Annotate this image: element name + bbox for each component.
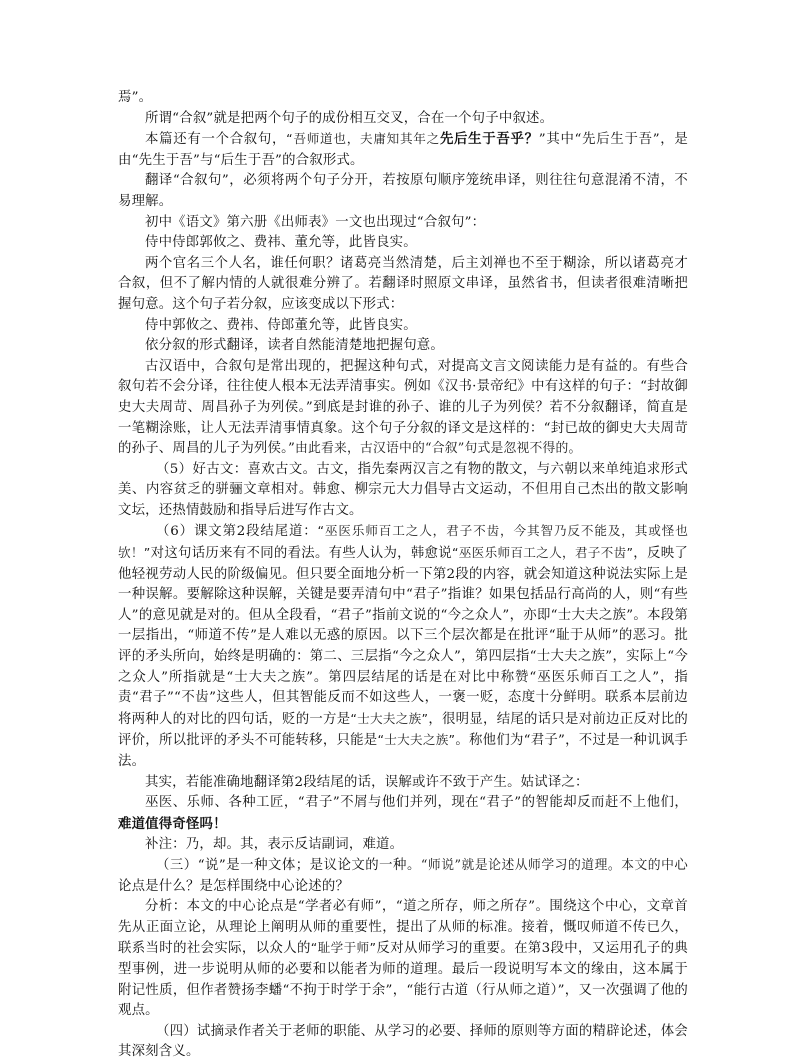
document-body xyxy=(118,88,688,1063)
text-run: 对这句话历来有不同的看法。有些人认为，韩愈说 xyxy=(150,546,452,562)
paragraph: 初中《语文》第六册《出师表》一文也出现过“合叙句”： xyxy=(145,214,486,230)
paragraph: 焉”。 xyxy=(118,90,153,105)
quote-text: “士大夫之族” xyxy=(377,732,456,748)
text-run: “师说”就是论述从师学习的道理。本文的中 xyxy=(420,857,675,873)
paragraph: 依分叙的形式翻译，读者自然能清楚地把握句意。 xyxy=(145,338,444,354)
paragraph: 侍中郭攸之、费祎、侍郎董允等，此皆良实。 xyxy=(145,317,417,333)
quote-text: “耻学于师” xyxy=(310,940,377,956)
paragraph: 补注：乃，却。其，表示反诘副词，难道。 xyxy=(145,837,404,853)
paragraph: 其实，若能准确地翻译第2段结尾的话，误解或许不致于产生。姑试译之： xyxy=(145,774,589,790)
text-run: 心论点是什么？是怎样围绕中心论述的？ xyxy=(118,857,688,894)
paragraph: （四）试摘录作者关于老师的职能、从学习的必要、择师的原则等方面的精辟论述，体会其深刻含义。 xyxy=(118,1023,688,1060)
text-run: ，很明显，结尾的话只是对前边正反对比的评价，所以批评的矛头不可能转移，只能是 xyxy=(118,711,688,749)
paragraph: 所谓“合叙”就是把两个句子的成份相互交叉，合在一个句子中叙述。 xyxy=(145,110,554,126)
text-run: 其中“先后生于吾”，是由“先生于吾”与“后生于吾”的合叙形式。 xyxy=(118,132,688,168)
bold-text: 难道值得奇怪吗！ xyxy=(118,815,227,832)
text-run: 由此看来，古汉语中的“合叙”句式是忽视不得的。 xyxy=(295,441,582,457)
paragraph xyxy=(118,129,688,171)
text-run: 反对从师学习的重要。在第3段中，又运用孔子的典型事例，进一步说明从师的必要和以能者为师的道理。最后一段说明写本文的缘由，这本属于附记性质，但作者赞扬李蟠“不拘于时学于余”，“能行古道（行从师之道）”，又一次强调了他的观点。 xyxy=(118,941,689,1019)
text-run: 分析：本文的中心论点是“学者必有师”，“道之所存，师之所存”。围绕这个中心，文章首先从正面立论，从理论上阐明从师的重要性，提出了从师的标准。接着，慨叹师道不传已久，联系当时的社会实际，以众人的 xyxy=(118,899,688,957)
text-run: ，反映了他轻视劳动人民的阶级偏见。但只要全面地分析一下第2段的内容，就会知道这种说法实际上是一种误解。要解除这种误解，关键是要弄清句中“君子”指谁？如果包括品行高尚的人，则“有些人”的意见就是对的。但从全段看，“君子”指前文说的“今之众人”，亦即“士大夫之族”。本段第一层指出，“师道不传”是人难以无惑的原因。以下三个层次都是在批评“耻于从师”的恶习。批评的矛头所向，始终是明确的：第二、三层指“今之众人”，第四层指“士大夫之族”，实际上“今之众人”所指就是“士大夫之族”。第四层结尾的话是在对比中称赞“巫医乐师百工之人”，指责“君子”“不齿”这些人，但其智能反而不如这些人，一褒一贬，态度十分鲜明。联系本层前边将两种人的对比的四句话，贬的一方是 xyxy=(118,546,688,727)
paragraph xyxy=(118,793,688,835)
text-run: 。称他们为“君子”，不过是一种讥讽手法。 xyxy=(118,733,688,769)
quote-text: “士大夫之族” xyxy=(350,710,429,726)
paragraph xyxy=(118,897,688,1022)
text-run: （三）“说”是一种文体；是议论文的一种。 xyxy=(156,857,421,873)
text-run: 古汉语中，合叙句是常出现的，把握这种句式，对提高文言文阅读能力是有益的。有些合叙句若不会分译，往往使人根本无法弄清事实。例如《汉书·景帝纪》中有这样的句子：“封故御史大夫周苛、周昌孙子为列侯。”到底是封谁的孙子、谁的儿子为列侯？若不分叙翻译，简直是一笔糊涂账，让人无法弄清事情真象。这个句子分叙的译文是这样的：“封已故的御史大夫周苛的孙子、周昌的儿子为列侯。” xyxy=(118,358,688,457)
paragraph: （5）好古文：喜欢古文。古文，指先秦两汉言之有物的散文，与六朝以来单纯追求形式美、内容贫乏的骈骊文章相对。韩愈、柳宗元大力倡导古文运动，不但用自己杰出的散文影响文坛，还热情鼓励和指导后进写作古文。 xyxy=(118,461,688,518)
bold-text: 先后生于吾乎？ xyxy=(439,131,539,148)
text-run: ” xyxy=(538,132,546,148)
text-run: 本篇还有一个合叙句， xyxy=(145,132,287,148)
paragraph xyxy=(118,856,688,897)
quote-text: “巫医乐师百工之人，君子不齿” xyxy=(451,545,634,561)
paragraph: 侍中侍郎郭攸之、费祎、董允等，此皆良实。 xyxy=(145,235,417,251)
quote-text: “吾师道也，夫庸知其年之 xyxy=(286,131,440,147)
text-run: （6）课文第2段结尾道： xyxy=(156,524,318,540)
text-run: 巫医、乐师、各种工匠，“君子”不屑与他们并列，现在“君子”的智能却反而赶不上他们， xyxy=(145,795,688,811)
paragraph: 翻译“合叙句”，必须将两个句子分开，若按原句顺序笼统串译，则往往句意混淆不清，不易理解。 xyxy=(118,173,688,209)
quote-text: “巫医乐师百工之人，君子不齿，今其智乃反不能及，其或怪也欤！” xyxy=(118,523,688,561)
paragraph xyxy=(118,521,688,772)
paragraph xyxy=(118,357,688,460)
paragraph: 两个官名三个人名，谁任何职？诸葛亮当然清楚，后主刘禅也不至于糊涂，所以诸葛亮才合叙，但不了解内情的人就很难分辨了。若翻译时照原文串译，虽然省书，但读者很难清晰把握句意。这个句子若分叙，应该变成以下形式： xyxy=(118,255,688,312)
